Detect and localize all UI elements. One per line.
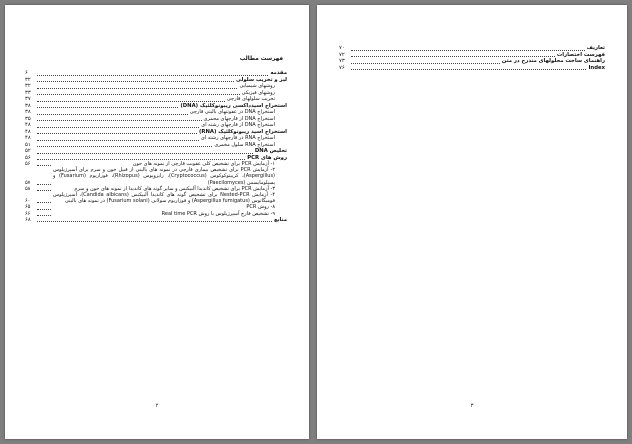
dot-leader: [351, 63, 500, 64]
dot-leader: [37, 127, 199, 128]
toc-entry: تعاریف ۷۰: [339, 45, 605, 51]
toc-entry: روشهای شیمیایی ۳۲: [25, 83, 275, 89]
dot-leader: [37, 221, 272, 222]
dot-leader: [37, 120, 202, 121]
dot-leader: [37, 114, 188, 115]
dot-leader: [37, 146, 212, 147]
toc-left: [25, 56, 287, 223]
toc-entry: تخلیص DNA ۵۲: [25, 148, 287, 154]
toc-entry: روش های PCR ۵۶: [25, 154, 287, 161]
dot-leader: [37, 140, 199, 141]
dot-leader: [37, 88, 237, 89]
toc-entry: فهرست اختصارات ۷۲: [339, 51, 605, 58]
toc-entries: [25, 70, 287, 161]
toc-entry: استخراج اسید ریبونوکلئیک (RNA) ۴۸: [25, 128, 287, 135]
dot-leader: [37, 215, 51, 216]
toc-entry: روشهای فیزیکی ۳۳: [25, 89, 275, 96]
dot-leader: [351, 56, 555, 57]
toc-right: [339, 45, 605, 71]
toc-entry-pcr: ۴- آزمایش Nested-PCR برای تشخیص گونه های کاندیدا آلبیکنس (Candida albicans)، آسپرژیلوس فومیگاتوس (Aspergillus fumigatus) و فوزاریوم سولانی (Fusarium solani) در نمونه های بالینی ۶۰: [25, 192, 275, 205]
toc-entry: تخریب سلولهای قارچی ۳۷: [25, 96, 275, 102]
document-page-left: [5, 5, 309, 439]
dot-leader: [37, 94, 240, 95]
toc-entry-pcr: ۱- آزمایش PCR برای تشخیص کلی عفونت قارچی از نمونه های خون ۵۶: [25, 161, 275, 167]
toc-entry-pcr: ۳- آزمایش PCR برای تشخیص کاندیدا آلبیکنس و سایر گونه های کاندیدا از نمونه های خون و سرم ۵۸: [25, 185, 275, 192]
toc-entries: [339, 45, 605, 71]
document-page-right: [317, 5, 627, 439]
toc-entry: استخراج DNA از قارچهای رشته ای ۴۸: [25, 122, 275, 128]
page-number: ۲: [155, 403, 159, 409]
toc-title: فهرست مطالب: [239, 56, 283, 62]
toc-entry-sources: منابع ۶۸: [25, 216, 287, 223]
dot-leader: [37, 190, 51, 191]
dot-leader: [37, 165, 51, 166]
dot-leader: [37, 159, 245, 160]
toc-entry: مقدمه ۶: [25, 70, 287, 76]
dot-leader: [37, 202, 51, 203]
toc-entry: استخراج DNA از قارچهای مخمری ۳۵: [25, 115, 275, 122]
toc-entry: استخراج DNA در عفونتهای بالینی قارچی ۳۸: [25, 109, 275, 115]
toc-entry-pcr: ۲- آزمایش PCR برای تشخیص بیماری قارچی در نمونه های بالینی از قبیل خون و سرم برای آسپرژیلوس (Aspergillus)، کریپتوکوکوس (Cryptococcus)، رایزوپوس (Rhizopus)، فوزاریوم (Fusarium) و پسیلومایسس (Paecilomyces) ۵۷: [25, 167, 275, 186]
toc-entry-pcr: ۸- روش PCR ۶۵: [25, 204, 275, 211]
toc-entry: استخراج RNA سلول مخمری ۵۱: [25, 141, 275, 148]
toc-entry: لیز و تخریب سلولی ۳۲: [25, 76, 287, 83]
toc-entry: Index ۷۶: [339, 64, 605, 71]
dot-leader: [37, 153, 253, 154]
dot-leader: [37, 107, 178, 108]
dot-leader: [37, 101, 225, 102]
toc-entry: استخراج RNA در قارچهای رشته ای ۴۸: [25, 135, 275, 141]
dot-leader: [37, 75, 268, 76]
pcr-items: [25, 161, 287, 217]
toc-entry: راهنمای ساخت محلولهای مندرج در متن ۷۳: [339, 58, 605, 64]
dot-leader: [37, 209, 51, 210]
toc-entry-pcr: ۹- تشخیص قارچ آسپرژیلوس با روش Real time PCR ۶۶: [25, 210, 275, 217]
page-number: ۳: [470, 403, 474, 409]
dot-leader: [37, 81, 234, 82]
dot-leader: [37, 184, 51, 185]
dot-leader: [351, 50, 585, 51]
dot-leader: [37, 133, 197, 134]
dot-leader: [351, 69, 586, 70]
toc-entry: استخراج اسیدداکسی ریبونوکلئیک (DNA) ۳۸: [25, 102, 287, 109]
